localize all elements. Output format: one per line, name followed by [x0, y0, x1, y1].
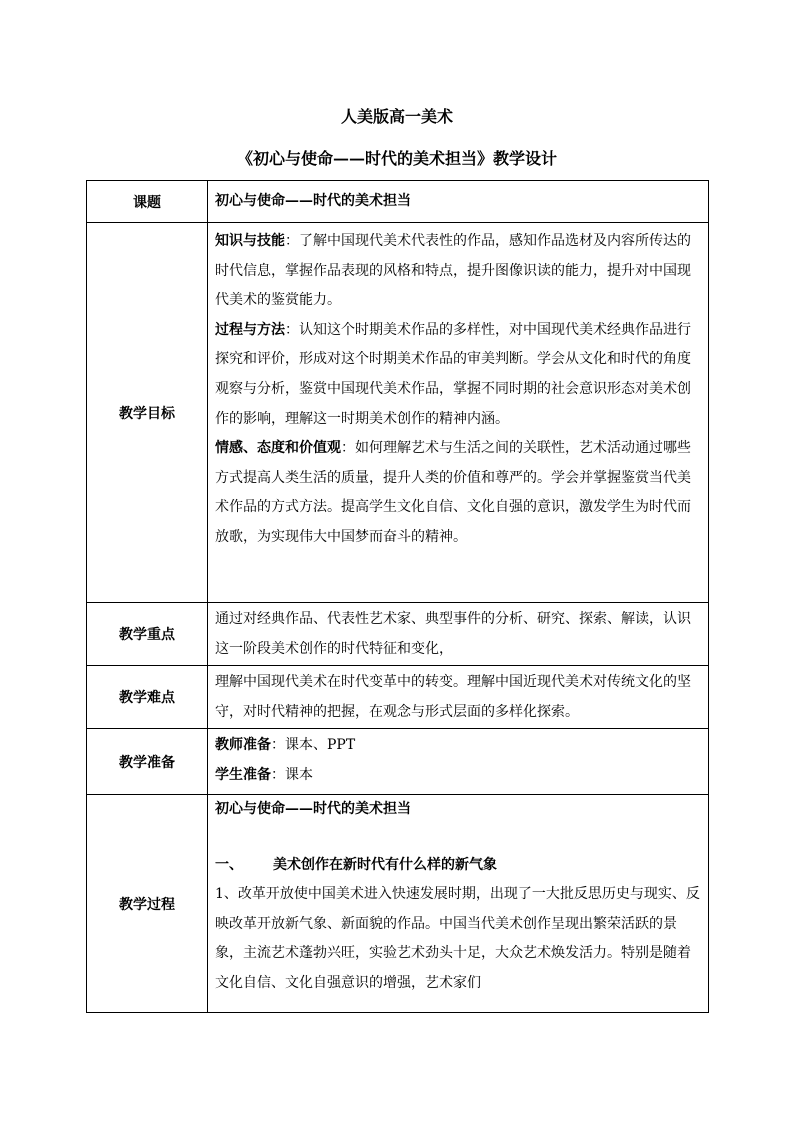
- document-title: 人美版高一美术: [340, 107, 453, 126]
- process-method-text: ：认知这个时期美术作品的多样性，对中国现代美术经典作品进行探究和评价，形成对这个时期美术作品的审美判断。学会从文化和时代的角度观察与分析，鉴赏中国现代美术作品，掌握不同时期的社会意识形态对美术创作的影响，理解这一时期美术创作的精神内涵。: [215, 321, 691, 427]
- difficulties-label: 教学难点: [87, 666, 208, 729]
- blank-line: [215, 825, 702, 851]
- process-method-label: 过程与方法: [215, 321, 285, 338]
- process-method-paragraph: [215, 316, 702, 434]
- section-title: 美术创作在新时代有什么样的新气象: [273, 856, 497, 873]
- goals-label: 教学目标: [87, 223, 208, 603]
- lesson-plan-table: [86, 180, 709, 1013]
- emotion-label: 情感、态度和价值观: [215, 440, 341, 457]
- topic-label: 课题: [87, 181, 208, 223]
- teacher-preparation-label: 教师准备: [215, 737, 271, 753]
- difficulties-text: 理解中国现代美术在时代变革中的转变。理解中国近现代美术对传统文化的坚守，对时代精神的把握，在观念与形式层面的多样化探索。: [208, 666, 709, 729]
- knowledge-text: ：了解中国现代美术代表性的作品，感知作品选材及内容所传达的时代信息，掌握作品表现的风格和特点，提升图像识读的能力，提升对中国现代美术的鉴赏能力。: [215, 233, 691, 309]
- knowledge-label: 知识与技能: [215, 233, 285, 249]
- table-row: [87, 181, 709, 223]
- topic-cell: [208, 181, 709, 223]
- table-row: [87, 795, 709, 1013]
- table-row: [87, 223, 709, 603]
- process-heading: 初心与使命——时代的美术担当: [215, 801, 411, 817]
- section-number: 一、: [215, 856, 243, 873]
- teacher-preparation-text: ：课本、PPT: [271, 737, 356, 753]
- teacher-preparation: [215, 731, 702, 761]
- preparation-cell: [208, 729, 709, 795]
- section-heading: [215, 851, 702, 881]
- topic-text: 初心与使命——时代的美术担当: [215, 192, 411, 209]
- preparation-label: 教学准备: [87, 729, 208, 795]
- table-row: [87, 603, 709, 666]
- process-cell: [208, 795, 709, 1013]
- student-preparation-label: 学生准备: [215, 766, 271, 783]
- table-row: [87, 666, 709, 729]
- emotion-paragraph: [215, 434, 702, 552]
- student-preparation: [215, 761, 702, 791]
- student-preparation-text: ：课本: [271, 766, 313, 783]
- table-row: [87, 729, 709, 795]
- goals-cell: [208, 223, 709, 603]
- document-subtitle: 《初心与使命——时代的美术担当》教学设计: [236, 149, 557, 168]
- process-label: 教学过程: [87, 795, 208, 1013]
- knowledge-paragraph: [215, 227, 702, 316]
- key-points-label: 教学重点: [87, 603, 208, 666]
- process-paragraph: 1、改革开放使中国美术进入快速发展时期，出现了一大批反思历史与现实、反映改革开放新气象、新面貌的作品。中国当代美术创作呈现出繁荣活跃的景象，主流艺术蓬勃兴旺，实验艺术劲头十足，大众艺术焕发活力。特别是随着文化自信、文化自强意识的增强，艺术家们: [215, 886, 700, 991]
- key-points-text: 通过对经典作品、代表性艺术家、典型事件的分析、研究、探索、解读，认识这一阶段美术创作的时代特征和变化，: [208, 603, 709, 666]
- emotion-text: ：如何理解艺术与生活之间的关联性，艺术活动通过哪些方式提高人类生活的质量，提升人类的价值和尊严的。学会并掌握鉴赏当代美术作品的方式方法。提高学生文化自信、文化自强的意识，激发学生为时代而放歌，为实现伟大中国梦而奋斗的精神。: [215, 440, 691, 545]
